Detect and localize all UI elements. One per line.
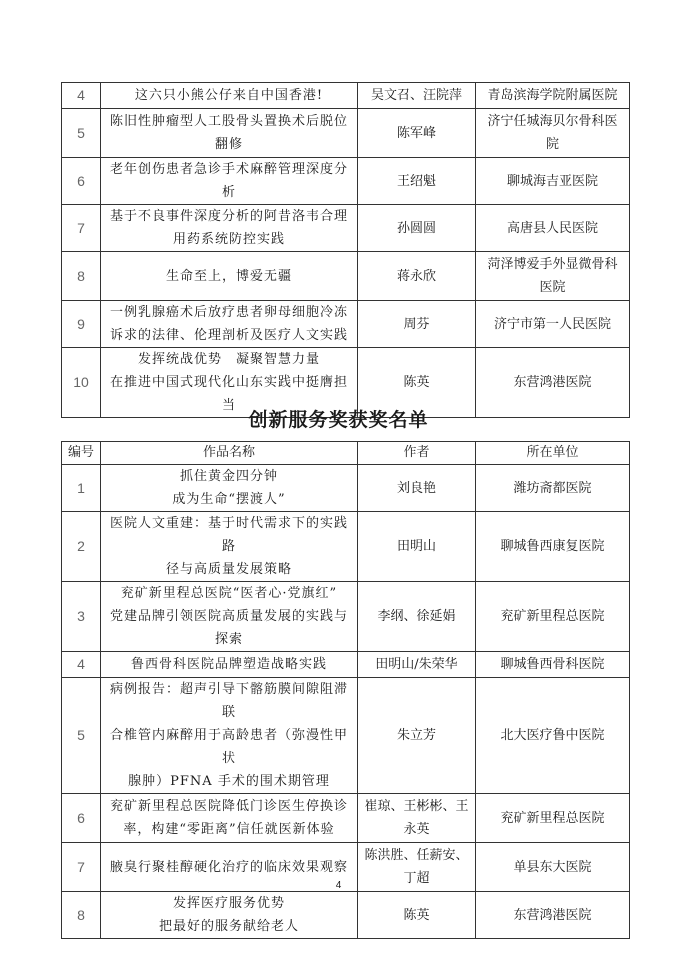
author bbox=[358, 158, 476, 205]
unit-line: 济宁市第一人民医院 bbox=[493, 316, 611, 332]
row-number: 5 bbox=[62, 109, 101, 158]
table-row bbox=[62, 465, 630, 512]
unit-line: 北大医疗鲁中医院 bbox=[500, 728, 605, 743]
work-title-line: 病例报告：超声引导下髂筋膜间隙阻滞联 bbox=[109, 682, 348, 720]
work-title-line: 陈旧性肿瘤型人工股骨头置换术后脱位 bbox=[109, 114, 348, 129]
unit-line: 高唐县人民医院 bbox=[506, 220, 598, 236]
unit-line: 兖矿新里程总医院 bbox=[500, 810, 605, 826]
work-title bbox=[101, 652, 358, 678]
row-number: 8 bbox=[62, 252, 101, 301]
table-row bbox=[62, 83, 630, 109]
header-number: 编号 bbox=[62, 442, 101, 465]
work-title-line: 一例乳腺癌术后放疗患者卵母细胞冷冻 bbox=[109, 305, 348, 320]
work-title bbox=[101, 892, 358, 939]
work-title-line: 诉求的法律、伦理剖析及医疗人文实践 bbox=[109, 328, 348, 343]
unit bbox=[476, 678, 630, 794]
work-title-line: 鲁西骨科医院品牌塑造战略实践 bbox=[130, 657, 327, 672]
unit-line: 青岛滨海学院附属医院 bbox=[487, 88, 618, 103]
author-line: 崔琼、王彬彬、王 bbox=[364, 799, 469, 814]
table-row bbox=[62, 582, 630, 652]
work-title-line: 发挥医疗服务优势 bbox=[172, 896, 285, 911]
author-line: 周芬 bbox=[403, 316, 430, 332]
work-title-line: 在推进中国式现代化山东实践中挺膺担 bbox=[109, 375, 348, 390]
work-title-line: 合椎管内麻醉用于高龄患者（弥漫性甲状 bbox=[109, 728, 348, 766]
work-title-line: 发挥统战优势 凝聚智慧力量 bbox=[137, 352, 320, 367]
unit bbox=[476, 465, 630, 512]
author-line: 陈英 bbox=[403, 375, 430, 390]
author bbox=[358, 83, 476, 109]
author bbox=[358, 109, 476, 158]
work-title-line: 成为生命“摆渡人” bbox=[172, 492, 286, 507]
unit-line: 潍坊斋都医院 bbox=[513, 480, 592, 496]
row-number: 9 bbox=[62, 301, 101, 348]
unit-line: 院 bbox=[545, 137, 559, 152]
author bbox=[358, 582, 476, 652]
unit-line: 济宁任城海贝尔骨科医 bbox=[487, 114, 618, 129]
section-title-innovation-service-award: 创新服务奖获奖名单 bbox=[248, 409, 429, 431]
table-row bbox=[62, 205, 630, 252]
unit bbox=[476, 109, 630, 158]
unit-line: 兖矿新里程总医院 bbox=[500, 609, 605, 624]
author bbox=[358, 678, 476, 794]
work-title bbox=[101, 252, 358, 301]
table-row bbox=[62, 892, 630, 939]
row-number: 3 bbox=[62, 582, 101, 652]
table-row bbox=[62, 252, 630, 301]
author bbox=[358, 205, 476, 252]
author-line: 李纲、徐延娟 bbox=[377, 609, 456, 624]
table-row bbox=[62, 301, 630, 348]
work-title bbox=[101, 83, 358, 109]
row-number: 7 bbox=[62, 843, 101, 892]
unit bbox=[476, 512, 630, 582]
author bbox=[358, 301, 476, 348]
row-number: 4 bbox=[62, 83, 101, 109]
unit-line: 单县东大医院 bbox=[513, 859, 592, 875]
row-number: 6 bbox=[62, 794, 101, 843]
work-title bbox=[101, 512, 358, 582]
table-row bbox=[62, 512, 630, 582]
work-title-line: 率，构建“零距离”信任就医新体验 bbox=[123, 822, 335, 837]
work-title bbox=[101, 465, 358, 512]
row-number: 2 bbox=[62, 512, 101, 582]
table-row bbox=[62, 794, 630, 843]
unit bbox=[476, 892, 630, 939]
unit bbox=[476, 252, 630, 301]
author bbox=[358, 652, 476, 678]
work-title-line: 医院人文重建：基于时代需求下的实践路 bbox=[109, 516, 348, 554]
row-number: 7 bbox=[62, 205, 101, 252]
work-title-line: 当 bbox=[221, 398, 236, 413]
work-title-line: 翻修 bbox=[214, 137, 243, 152]
unit-line: 聊城鲁西骨科医院 bbox=[500, 657, 605, 672]
work-title-line: 兖矿新里程总医院“医者心·党旗红” bbox=[120, 586, 338, 601]
work-title bbox=[101, 158, 358, 205]
author-line: 田明山 bbox=[396, 539, 436, 554]
unit bbox=[476, 83, 630, 109]
header-unit: 所在单位 bbox=[476, 442, 630, 465]
work-title bbox=[101, 205, 358, 252]
work-title bbox=[101, 109, 358, 158]
work-title-line: 老年创伤患者急诊手术麻醉管理深度分 bbox=[109, 162, 348, 177]
unit-line: 医院 bbox=[539, 280, 566, 295]
author-line: 陈洪胜、任薪安、 bbox=[364, 848, 469, 863]
row-number: 10 bbox=[62, 348, 101, 418]
work-title bbox=[101, 301, 358, 348]
table-row bbox=[62, 652, 630, 678]
header-author: 作者 bbox=[358, 442, 476, 465]
work-title bbox=[101, 794, 358, 843]
row-number: 1 bbox=[62, 465, 101, 512]
work-title-line: 径与高质量发展策略 bbox=[165, 562, 292, 577]
unit bbox=[476, 652, 630, 678]
unit bbox=[476, 794, 630, 843]
author bbox=[358, 512, 476, 582]
row-number: 5 bbox=[62, 678, 101, 794]
work-title-line: 析 bbox=[221, 185, 236, 200]
row-number: 8 bbox=[62, 892, 101, 939]
author-line: 陈军峰 bbox=[396, 125, 436, 141]
work-title bbox=[101, 678, 358, 794]
awards-table-continued bbox=[61, 82, 630, 418]
work-title-line: 抓住黄金四分钟 bbox=[179, 469, 278, 484]
unit-line: 聊城海吉亚医院 bbox=[506, 173, 598, 189]
author-line: 王绍魁 bbox=[396, 173, 436, 189]
work-title-line: 兖矿新里程总医院降低门诊医生停换诊 bbox=[109, 799, 348, 814]
work-title-line: 这六只小熊公仔来自中国香港! bbox=[134, 88, 324, 103]
row-number: 6 bbox=[62, 158, 101, 205]
work-title bbox=[101, 582, 358, 652]
unit bbox=[476, 301, 630, 348]
unit bbox=[476, 205, 630, 252]
innovation-service-award-table bbox=[61, 441, 630, 939]
table-row bbox=[62, 678, 630, 794]
author bbox=[358, 892, 476, 939]
unit-line: 聊城鲁西康复医院 bbox=[500, 539, 605, 554]
work-title-line: 基于不良事件深度分析的阿昔洛韦合理 bbox=[109, 209, 348, 224]
unit-line: 菏泽博爱手外显微骨科 bbox=[487, 257, 618, 272]
author-line: 吴文召、汪院萍 bbox=[370, 88, 462, 103]
author bbox=[358, 794, 476, 843]
header-title: 作品名称 bbox=[101, 442, 358, 465]
unit-line: 东营鸿港医院 bbox=[513, 907, 592, 923]
table-row bbox=[62, 158, 630, 205]
unit-line: 东营鸿港医院 bbox=[513, 375, 592, 390]
work-title-line: 腺肿）PFNA 手术的围术期管理 bbox=[128, 774, 330, 789]
work-title-line: 用药系统防控实践 bbox=[172, 232, 285, 247]
author bbox=[358, 252, 476, 301]
author-line: 丁超 bbox=[403, 871, 430, 886]
page-number: 4 bbox=[335, 880, 342, 891]
author bbox=[358, 465, 476, 512]
unit bbox=[476, 582, 630, 652]
author-line: 蒋永欣 bbox=[396, 268, 436, 284]
work-title-line: 生命至上，博爱无疆 bbox=[165, 268, 292, 284]
table-row bbox=[62, 109, 630, 158]
work-title-line: 腋臭行聚桂醇硬化治疗的临床效果观察 bbox=[109, 859, 348, 875]
work-title-line: 党建品牌引领医院高质量发展的实践与 bbox=[109, 609, 348, 624]
author-line: 刘良艳 bbox=[396, 480, 436, 496]
table-header-row bbox=[62, 442, 630, 465]
unit bbox=[476, 158, 630, 205]
work-title-line: 把最好的服务献给老人 bbox=[158, 919, 299, 934]
row-number: 4 bbox=[62, 652, 101, 678]
author-line: 田明山/朱荣华 bbox=[375, 657, 458, 672]
author-line: 朱立芳 bbox=[396, 728, 436, 743]
author-line: 陈英 bbox=[403, 907, 430, 923]
author-line: 永英 bbox=[403, 822, 430, 837]
work-title-line: 探索 bbox=[214, 632, 243, 647]
author-line: 孙圆圆 bbox=[396, 220, 436, 236]
